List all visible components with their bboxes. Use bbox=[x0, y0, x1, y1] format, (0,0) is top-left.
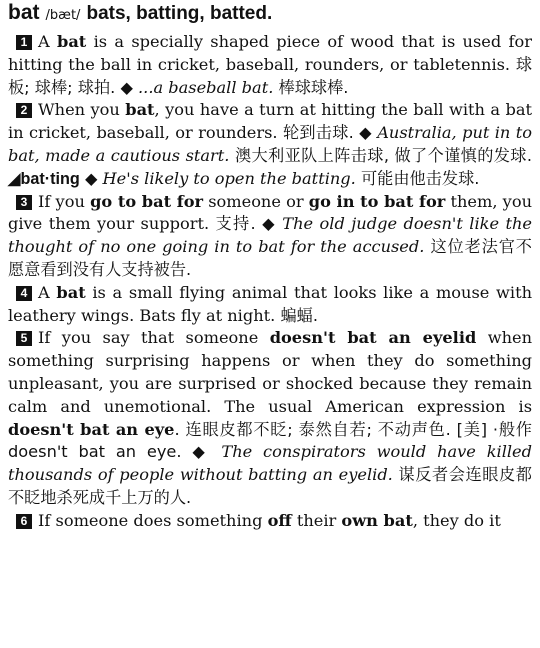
diamond-icon: ◆ bbox=[262, 214, 276, 234]
chinese-translation: 球板; 球棒; 球拍. bbox=[8, 54, 532, 97]
keyword: go to bat for bbox=[90, 191, 204, 211]
diamond-icon: ◆ bbox=[359, 123, 372, 143]
pronunciation: /bæt/ bbox=[45, 8, 81, 23]
headword: bat bbox=[8, 1, 40, 24]
example-translation: 可能由他击发球. bbox=[355, 168, 480, 188]
keyword: go in to bat for bbox=[308, 191, 446, 211]
example-translation: 棒球球棒. bbox=[273, 77, 349, 97]
chinese-translation: 轮到击球. bbox=[282, 123, 360, 143]
sense-2: 2 When you bat, you have a turn at hitting the ball with a bat in cricket, baseball, or rounders. 轮到击球. ◆ Australia, put in to bat, made a cautious start. 澳大利亚队上阵击球, 做了个谨慎的发球. ◢bat·ting ◆ He's likely to open the batting. 可能由他击发球. bbox=[8, 100, 532, 188]
entry-header bbox=[8, 0, 532, 29]
sense-number: 6 bbox=[16, 514, 32, 529]
derivative-word: bat·ting bbox=[20, 169, 80, 188]
diamond-icon: ◆ bbox=[120, 77, 133, 97]
derivative-marker: ◢ bbox=[8, 169, 21, 188]
sense-1: 1 A bat is a specially shaped piece of wood that is used for hitting the ball in cricket, baseball, rounders, or tabletennis. 球板; 球棒; 球拍. ◆ ...a baseball bat. 棒球球棒. bbox=[8, 32, 532, 97]
sense-3: 3 If you go to bat for someone or go in to bat for them, you give them your support. 支持. ◆ The old judge doesn't like the thought of no one going in to bat for the accused. 这位老法官不愿意看到没有人支持被告. bbox=[8, 191, 532, 279]
example: He's likely to open the batting. bbox=[97, 168, 356, 188]
keyword: off bbox=[267, 510, 292, 530]
sense-number: 4 bbox=[16, 286, 32, 301]
keyword: doesn't bat an eyelid bbox=[269, 328, 477, 348]
sense-number: 1 bbox=[16, 35, 32, 50]
example: The conspirators would have killed thousands of people without batting an eyelid. bbox=[8, 442, 533, 485]
inflected-forms: bats, batting, batted. bbox=[86, 3, 273, 24]
example: Australia, put in to bat, made a cautious start. bbox=[8, 123, 532, 165]
keyword: own bat bbox=[341, 510, 413, 530]
example-translation: 谋反者会连眼皮都不眨地杀死成千上万的人. bbox=[8, 465, 532, 507]
sense-number: 3 bbox=[16, 195, 32, 210]
sense-4: 4 A bat is a small flying animal that looks like a mouse with leathery wings. Bats fly at night. 蝙蝠. bbox=[8, 282, 533, 325]
diamond-icon: ◆ bbox=[192, 442, 211, 462]
sense-number: 2 bbox=[16, 103, 32, 118]
chinese-translation: 蝙蝠. bbox=[280, 305, 318, 325]
example-translation: 澳大利亚队上阵击球, 做了个谨慎的发球. bbox=[229, 145, 532, 165]
chinese-translation: 连眼皮都不眨; 泰然自若; 不动声色. [美] ·般作doesn't bat an eye. bbox=[8, 419, 532, 462]
example: ...a baseball bat. bbox=[132, 77, 274, 97]
keyword: bat bbox=[125, 100, 155, 120]
keyword: bat bbox=[57, 32, 87, 51]
sense-5: 5 If you say that someone doesn't bat an eyelid when something surprising happens or when they do something unpleasant, you are surprised or shocked because they remain calm and unemotional. The usual American expression is doesn't bat an eye. 连眼皮都不眨; 泰然自若; 不动声色. [美] ·般作doesn't bat an eye. ◆ The conspirators would have killed thousands of people without batting an eyelid. 谋反者会连眼皮都不眨地杀死成千上万的人. bbox=[8, 328, 533, 507]
example-translation: 这位老法官不愿意看到没有人支持被告. bbox=[8, 237, 532, 279]
keyword: bat bbox=[56, 282, 86, 302]
keyword: doesn't bat an eye bbox=[8, 419, 175, 439]
example: The old judge doesn't like the thought of no one going in to bat for the accused. bbox=[8, 214, 532, 257]
sense-6: 6 If someone does something off their own bat, they do it bbox=[8, 510, 532, 533]
chinese-translation: 支持. bbox=[215, 214, 263, 234]
diamond-icon: ◆ bbox=[84, 168, 98, 188]
sense-number: 5 bbox=[16, 331, 32, 346]
